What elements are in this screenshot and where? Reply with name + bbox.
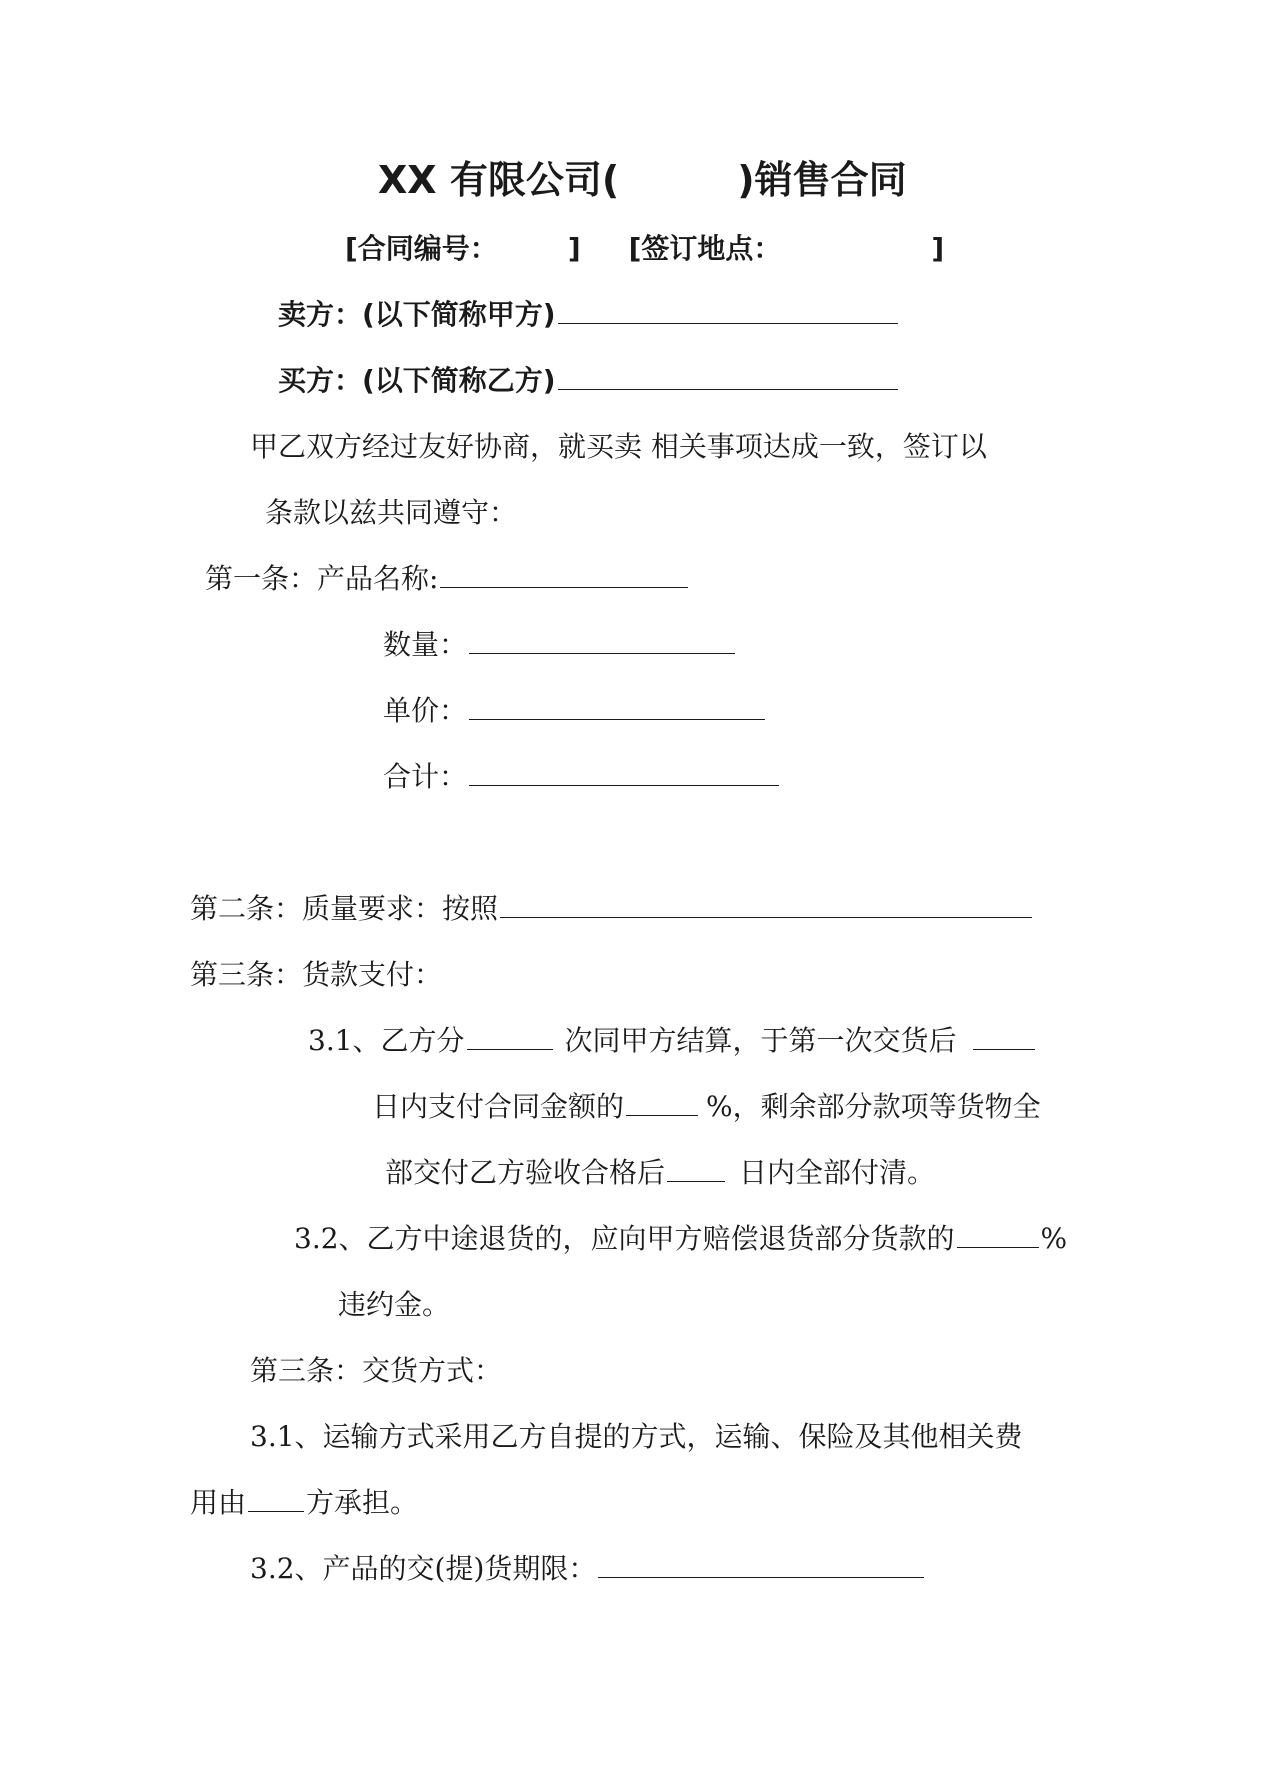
total-blank[interactable] — [469, 784, 779, 786]
quality-blank[interactable] — [500, 916, 1032, 918]
quantity-blank[interactable] — [469, 652, 735, 654]
delivery-3-1-b: 用由 — [190, 1486, 247, 1519]
quality-label: 第二条：质量要求：按照 — [190, 892, 499, 925]
seller-line — [278, 298, 900, 332]
article-1-total — [383, 760, 781, 794]
delivery-deadline-label: 3.2、产品的交(提)货期限： — [250, 1552, 597, 1585]
delivery-3-1-line-2 — [190, 1486, 418, 1520]
payment-3-1-c: 日内支付合同金额的 — [372, 1090, 625, 1123]
payment-3-2-a: 3.2、乙方中途退货的，应向甲方赔偿退货部分货款的 — [294, 1222, 955, 1255]
buyer-line — [278, 364, 900, 398]
buyer-blank[interactable] — [558, 388, 898, 390]
first-delivery-days-blank[interactable] — [973, 1048, 1035, 1050]
sign-place-end: ] — [931, 232, 945, 265]
delivery-deadline-blank[interactable] — [598, 1576, 924, 1578]
payment-3-2-line-1 — [294, 1222, 1067, 1256]
seller-label: 卖方：(以下简称甲方) — [278, 298, 556, 331]
article-1-price — [383, 694, 767, 728]
payment-3-1-f: 日内全部付清。 — [739, 1156, 936, 1189]
payment-3-1-line-3 — [385, 1156, 935, 1190]
unit-price-blank[interactable] — [469, 718, 765, 720]
final-payment-days-blank[interactable] — [667, 1180, 725, 1182]
unit-price-label: 单价： — [383, 694, 468, 727]
settlement-times-blank[interactable] — [467, 1048, 553, 1050]
article-1-product — [205, 562, 690, 596]
contract-title — [378, 158, 907, 204]
article-3-payment-heading: 第三条：货款支付： — [190, 958, 443, 991]
delivery-3-1-c: 方承担。 — [306, 1486, 419, 1519]
payment-3-1-e: 部交付乙方验收合格后 — [385, 1156, 666, 1189]
payment-3-2-line-2: 违约金。 — [338, 1288, 451, 1321]
title-suffix: )销售合同 — [737, 158, 907, 202]
first-payment-percent-blank[interactable] — [626, 1114, 698, 1116]
article-1-quantity — [383, 628, 737, 662]
payment-3-1-line-1 — [308, 1024, 1037, 1058]
payment-3-1-a: 3.1、乙方分 — [308, 1024, 465, 1057]
penalty-percent-blank[interactable] — [957, 1246, 1039, 1248]
title-prefix: XX 有限公司( — [378, 158, 620, 202]
sign-place-label: [签订地点： — [628, 232, 782, 265]
intro-line-1: 甲乙双方经过友好协商，就买卖 相关事项达成一致，签订以 — [250, 430, 987, 463]
delivery-3-1-line-1: 3.1、运输方式采用乙方自提的方式，运输、保险及其他相关费 — [250, 1420, 1023, 1453]
buyer-label: 买方：(以下简称乙方) — [278, 364, 556, 397]
quantity-label: 数量： — [383, 628, 468, 661]
total-label: 合计： — [383, 760, 468, 793]
payment-3-1-b: 次同甲方结算，于第一次交货后 — [564, 1024, 957, 1057]
payment-3-2-b: % — [1040, 1222, 1068, 1255]
product-name-label: 第一条：产品名称: — [205, 562, 439, 595]
seller-blank[interactable] — [558, 322, 898, 324]
contract-meta — [345, 232, 944, 266]
contract-number-label: [合同编号： — [345, 232, 498, 265]
article-2-quality — [190, 892, 1034, 926]
payment-3-1-line-2 — [372, 1090, 1041, 1124]
delivery-3-2-line — [250, 1552, 926, 1586]
payment-3-1-d: %，剩余部分款项等货物全 — [706, 1090, 1041, 1123]
article-3-delivery-heading: 第三条：交货方式： — [250, 1354, 503, 1387]
cost-bearer-blank[interactable] — [248, 1510, 304, 1512]
product-name-blank[interactable] — [440, 586, 688, 588]
intro-line-2: 条款以兹共同遵守： — [265, 496, 518, 529]
contract-number-end: ] — [567, 232, 581, 265]
